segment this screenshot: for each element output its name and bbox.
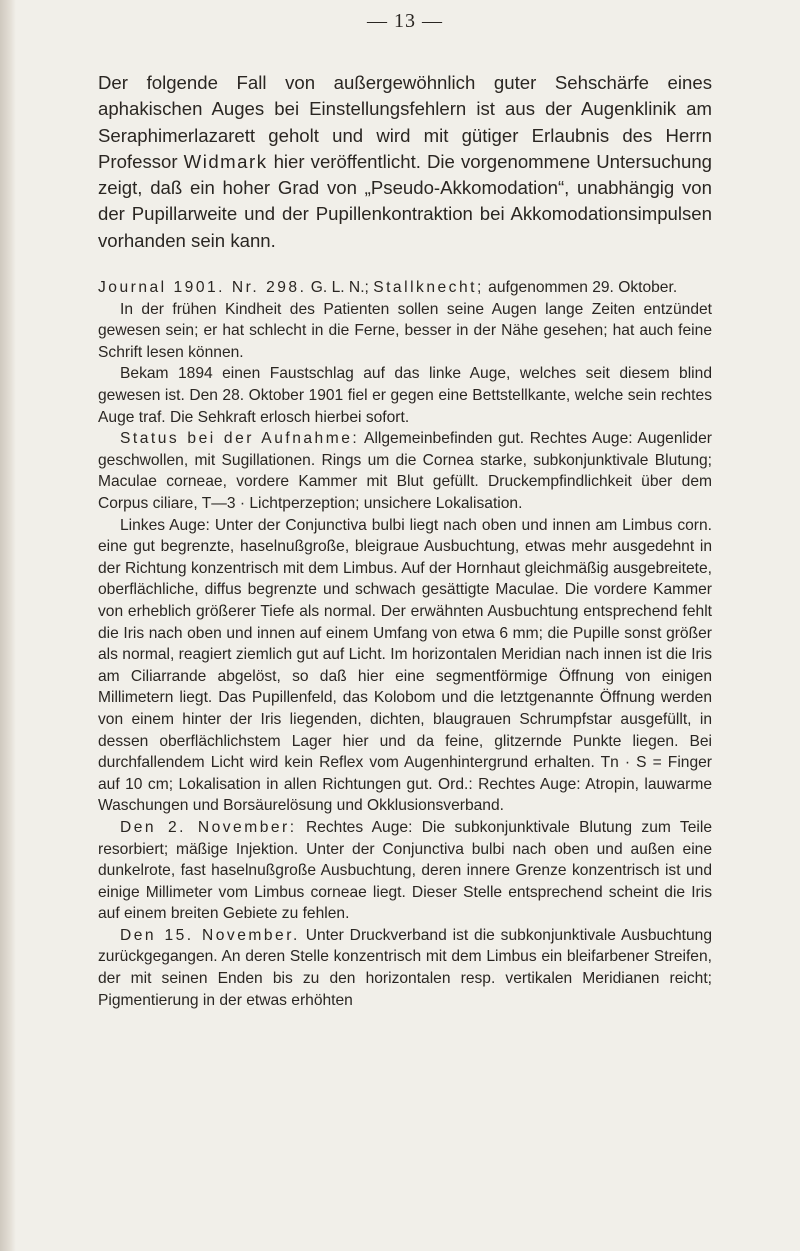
professor-name: Widmark (183, 150, 268, 172)
november-15-text: Unter Druckverband ist die subkonjunktivale Ausbuchtung zurückgegangen. An deren Stelle konzentrisch mit dem Limbus ein bleifarbener Streifen, der mit seinen Enden bis zu den horizontalen resp. vertikalen Meridianen reicht; Pigmentierung in der etwas erhöhten (98, 926, 712, 1009)
intro-paragraph (98, 70, 712, 254)
document-page (98, 0, 712, 1011)
paragraph-left-eye: Linkes Auge: Unter der Conjunctiva bulbi liegt nach oben und innen am Limbus corn. eine gut begrenzte, haselnußgroße, bleigraue Ausbuchtung, etwas mehr ausgedehnt in der Richtung konzentrisch mit dem Limbus. Auf der Hornhaut gleichmäßig ausgebreitete, oberflächliche, diffus begrenzte und schwach gesättigte Maculae. Die vordere Kammer von erheblich größerer Tiefe als normal. Der erwähnten Ausbuchtung entsprechend fehlt die Iris nach oben und innen auf einem Umfang von etwa 6 mm; die Pupille sonst größer als normal, reagiert ziemlich gut auf Licht. Im horizontalen Meridian nach innen ist die Iris am Ciliarrande abgelöst, so daß hier eine segmentförmige Öffnung von einigen Millimetern liegt. Das Pupillenfeld, das Kolobom und die letztgenannte Öffnung werden von einem hinter der Iris liegenden, dichten, blaugrauen Schrumpfstar ausgefüllt, in dessen oberflächlichstem Lager hier und da feine, glitzernde Punkte liegen. Bei durchfallendem Licht wird kein Reflex vom Augenhintergrund erhalten. Tn · S = Finger auf 10 cm; Lokalisation in allen Richtungen gut. Ord.: Rechtes Auge: Atropin, lauwarme Waschungen und Borsäurelösung und Okklusionsverband. (98, 516, 712, 815)
case-report (98, 277, 712, 1011)
patient-occupation: Stallknecht; (373, 279, 484, 297)
paragraph-childhood: In der frühen Kindheit des Patienten sollen seine Augen lange Zeiten entzündet gewesen sein; er hat schlecht in die Ferne, besser in der Nähe gesehen; hat auch feine Schrift lesen können. (98, 300, 712, 361)
status-label: Status bei der Aufnahme: (120, 430, 360, 448)
book-spine-shadow (0, 0, 16, 1251)
paragraph-injury: Bekam 1894 einen Faustschlag auf das linke Auge, welches seit diesem blind gewesen ist. Den 28. Oktober 1901 fiel er gegen eine Bettstellkante, welche sein rechtes Auge traf. Die Sehkraft erlosch hierbei sofort. (98, 365, 712, 426)
page-number: — 13 — (367, 10, 443, 32)
journal-header (98, 277, 712, 299)
november-2-label: Den 2. November: (120, 818, 297, 836)
intro-text-after: hier veröffentlicht. Die vorgenommene Untersuchung zeigt, daß ein hoher Grad von „Pseudo-Akkomodation“, unabhängig von der Pupillarweite und der Pupillenkontraktion bei Akkomodationsimpulsen vorhanden sein kann. (98, 150, 712, 251)
november-15-label: Den 15. November. (120, 926, 300, 944)
patient-initials: G. L. N.; (310, 279, 369, 297)
status-text: Allgemeinbefinden gut. Rechtes Auge: Augenlider geschwollen, mit Sugillationen. Rings um die Cornea starke, subkonjunktivale Blutung; Maculae corneae, vordere Kammer mit Blut gefüllt. Druckempfindlichkeit über dem Corpus ciliare, T—3 · Lichtperzeption; unsichere Lokalisation. (98, 430, 712, 513)
paragraph-november-2 (98, 817, 712, 925)
journal-label: Journal 1901. Nr. 298. (98, 279, 307, 297)
paragraph-november-15 (98, 925, 712, 1011)
journal-rest: aufgenommen 29. Oktober. (488, 279, 678, 297)
intro-text-before: Der folgende Fall von außergewöhnlich guter Sehschärfe eines aphakischen Auges bei Einstellungsfehlern ist aus der Augenklinik am Seraphimerlazarett geholt und wird mit gütiger Erlaubnis des Herrn Professor (98, 72, 712, 172)
november-2-text: Rechtes Auge: Die subkonjunktivale Blutung zum Teile resorbiert; mäßige Injektion. Unter der Conjunctiva bulbi nach oben und außen eine dunkelrote, fast haselnußgroße Ausbuchtung, deren innere Grenze konzentrisch ist und einige Millimeter vom Limbus corneae liegt. Dieser Stelle entsprechend scheint die Iris auf einem breiten Gebiete zu fehlen. (98, 818, 713, 923)
paragraph-status (98, 428, 712, 514)
